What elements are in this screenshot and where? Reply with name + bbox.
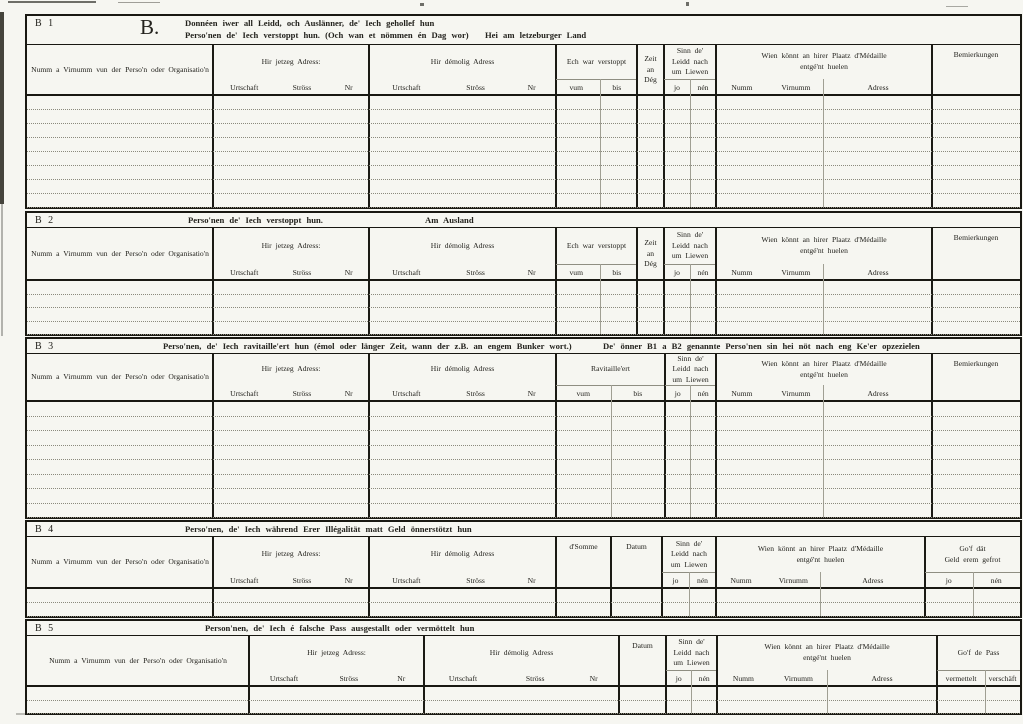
col-demolig-adress-sub: Urtschaft	[392, 388, 421, 398]
col-jetzeg-adress-sub: Urtschaft	[269, 673, 299, 683]
section-title: Perso'nen de' Iech verstoppt hun.	[188, 215, 323, 225]
col-sinn-liewen-header	[662, 537, 716, 572]
col-sinn-liewen-sub: nén	[697, 388, 709, 398]
col-medaille-sub: Adress	[867, 82, 889, 92]
col-medaille-sub: Numm	[731, 388, 753, 398]
col-sinn-liewen-header-line: Sinn de'	[676, 230, 704, 240]
entry-row	[27, 701, 1020, 715]
col-medaille-sub: Virnumm	[781, 388, 811, 398]
section-title-line2: Perso'nen de' Iech verstoppt hun. (Och wan et nömmen én Dag wor)	[185, 30, 469, 40]
section-title: Perso'nen, de' Iech während Erer Illégalität matt Geld önnerstötzt hun	[185, 524, 472, 534]
col-demolig-adress-sub: Urtschaft	[392, 575, 421, 585]
col-medaille-header-line: entgé'nt huelen	[800, 62, 848, 71]
entry-row	[27, 489, 1020, 504]
col-demolig-adress-sub: Ströss	[466, 388, 485, 398]
col-medaille-header-line: Wien könnt an hirer Plaatz d'Médaille	[757, 543, 884, 553]
col-medaille-header	[716, 45, 932, 79]
header-subrow	[369, 264, 556, 280]
col-medaille-sub: Adress	[867, 267, 889, 277]
scan-artifact	[946, 6, 968, 7]
entry-row	[27, 446, 1020, 461]
col-bemierkungen-header-text: Bemierkungen	[953, 50, 999, 59]
col-sinn-liewen-header-line: um Liewen	[672, 374, 709, 384]
header-subrow	[556, 264, 637, 280]
col-geld-erem-gefrot-sub: nén	[990, 575, 1002, 585]
col-verstoppt-header-text: Ech war verstoppt	[566, 240, 627, 250]
col-jetzeg-adress-header-text: Hir jetzeg Adress:	[261, 549, 321, 559]
col-jetzeg-adress-sub: Ströss	[292, 575, 312, 585]
col-verstoppt-sub: bis	[612, 82, 622, 92]
col-numm-header	[27, 354, 213, 401]
col-demolig-adress-header	[369, 537, 556, 572]
col-numm-header-text: Numm a Virnumm vun der Perso'n oder Organisatio'n	[31, 372, 209, 382]
col-demolig-adress-sub: Nr	[589, 673, 598, 683]
entry-row	[27, 110, 1020, 124]
col-sinn-liewen-header	[665, 354, 716, 385]
section-grid	[27, 636, 1020, 713]
entry-row	[27, 417, 1020, 432]
col-jetzeg-adress-sub: Nr	[344, 267, 353, 277]
section-title: Perso'nen, de' Iech ravitaille'ert hun (émol oder länger Zeit, wann der z.B. an engem Bunker wort.)	[163, 341, 572, 351]
col-zeit-an-deg-header-line: Dég	[644, 259, 657, 269]
col-medaille-sub: Numm	[730, 575, 752, 585]
form-section-b3	[25, 337, 1022, 519]
col-bemierkungen-header	[932, 45, 1020, 95]
col-demolig-adress-sub: Ströss	[466, 82, 485, 92]
col-verstoppt-sub: bis	[612, 267, 622, 277]
col-jetzeg-adress-header	[249, 636, 424, 670]
section-title-row	[27, 522, 1020, 537]
header-subrow	[213, 264, 369, 280]
col-sinn-liewen-header-line: Leidd nach	[673, 647, 710, 657]
col-medaille-sub: Virnumm	[783, 673, 813, 683]
col-medaille-header-line: Wien könnt an hirer Plaatz d'Médaille	[761, 235, 887, 245]
col-zeit-an-deg-header	[637, 228, 664, 280]
section-title-row	[27, 339, 1020, 354]
col-medaille-header-line: entgé'nt huelen	[796, 554, 845, 564]
col-sinn-liewen-sub: nén	[698, 673, 710, 683]
col-verstoppt-sub: vum	[569, 267, 583, 277]
col-numm-header-text: Numm a Virnumm vun der Perso'n oder Organisatio'n	[31, 248, 209, 258]
scan-artifact	[1, 204, 3, 336]
col-zeit-an-deg-header-line: an	[646, 64, 655, 74]
section-title-row	[27, 621, 1020, 636]
col-sinn-liewen-header-line: Sinn de'	[675, 538, 703, 548]
col-verstoppt-header	[556, 228, 637, 264]
entry-row	[27, 295, 1020, 309]
col-somme-header	[556, 537, 611, 588]
col-medaille-header-line: Wien könnt an hirer Plaatz d'Médaille	[764, 642, 890, 652]
col-medaille-header	[716, 354, 932, 385]
col-medaille-sub: Virnumm	[778, 575, 808, 585]
entry-row	[27, 504, 1020, 519]
col-sinn-liewen-header-line: Sinn de'	[678, 637, 705, 647]
col-ravitailleert-sub: vum	[576, 388, 590, 398]
col-sinn-liewen-sub: nén	[697, 267, 709, 277]
section-grid	[27, 45, 1020, 207]
header-subrow	[716, 264, 932, 280]
col-medaille-header-line: entgé'nt huelen	[803, 653, 851, 662]
col-jetzeg-adress-header	[213, 228, 369, 264]
col-demolig-adress-header-text: Hir démolig Adress	[430, 56, 495, 66]
col-medaille-header	[717, 636, 937, 670]
col-numm-header	[27, 636, 249, 686]
entry-row	[27, 687, 1020, 701]
col-sinn-liewen-header-line: Sinn de'	[677, 353, 704, 363]
col-demolig-adress-header-text: Hir démolig Adress	[430, 549, 495, 559]
scan-artifact	[0, 12, 4, 204]
col-verstoppt-sub: vum	[569, 82, 583, 92]
col-medaille-sub: Virnumm	[781, 267, 811, 277]
col-medaille-sub: Numm	[731, 82, 753, 92]
section-title-row	[27, 213, 1020, 228]
col-sinn-liewen-header	[664, 45, 716, 79]
section-grid	[27, 537, 1020, 616]
col-jetzeg-adress-sub: Urtschaft	[230, 388, 259, 398]
col-sinn-liewen-header-line: Leidd nach	[671, 549, 707, 559]
section-title-suffix: Hei am letzeburger Land	[485, 30, 587, 40]
col-sinn-liewen-header-line: Leidd nach	[672, 240, 708, 250]
entry-row	[27, 402, 1020, 417]
col-sinn-liewen-header	[664, 228, 716, 264]
col-jetzeg-adress-sub: Ströss	[292, 267, 312, 277]
col-sinn-liewen-header-line: um Liewen	[671, 67, 709, 77]
entry-row	[27, 603, 1020, 617]
entry-row	[27, 431, 1020, 446]
col-zeit-an-deg-header-line: Zeit	[644, 54, 657, 64]
col-gof-de-pass-header	[937, 636, 1020, 670]
section-body	[27, 96, 1020, 208]
col-medaille-header	[716, 228, 932, 264]
col-jetzeg-adress-header-text: Hir jetzeg Adress:	[307, 647, 366, 657]
form-section-b5	[25, 619, 1022, 715]
entry-row	[27, 194, 1020, 208]
col-jetzeg-adress-sub: Urtschaft	[230, 575, 259, 585]
col-demolig-adress-sub: Nr	[527, 575, 536, 585]
col-sinn-liewen-header-line: um Liewen	[670, 559, 708, 569]
section-title: Person'nen, de' Iech é falsche Pass ausgestallt oder vermöttelt hun	[205, 623, 475, 633]
section-label: B 2	[35, 215, 56, 226]
col-medaille-header-line: entgé'nt huelen	[800, 369, 848, 379]
col-jetzeg-adress-sub: Nr	[344, 575, 353, 585]
section-body	[27, 281, 1020, 335]
col-zeit-an-deg-header-line: Dég	[644, 75, 657, 85]
section-label: B 3	[35, 341, 56, 352]
col-numm-header	[27, 537, 213, 588]
section-body	[27, 589, 1020, 617]
entry-row	[27, 152, 1020, 166]
col-medaille-header-line: Wien könnt an hirer Plaatz d'Médaille	[761, 358, 887, 368]
col-jetzeg-adress-header	[213, 354, 369, 385]
col-jetzeg-adress-header	[213, 537, 369, 572]
col-sinn-liewen-header-line: Sinn de'	[676, 46, 704, 56]
col-demolig-adress-sub: Nr	[527, 267, 536, 277]
col-medaille-sub: Adress	[862, 575, 884, 585]
section-title: Donnéen iwer all Leidd, och Auslänner, de' Iech gehollef hun	[185, 18, 435, 28]
col-sinn-liewen-sub: nén	[697, 575, 708, 585]
entry-row	[27, 589, 1020, 603]
section-body	[27, 687, 1020, 714]
col-demolig-adress-header	[424, 636, 619, 670]
col-sinn-liewen-header-line: Leidd nach	[672, 364, 709, 374]
entry-row	[27, 475, 1020, 490]
header-subrow	[249, 670, 424, 686]
col-medaille-sub: Adress	[871, 673, 893, 683]
col-medaille-sub: Virnumm	[781, 82, 811, 92]
col-verstoppt-header-text: Ech war verstoppt	[566, 56, 627, 66]
col-jetzeg-adress-sub: Nr	[344, 82, 353, 92]
section-grid	[27, 228, 1020, 334]
col-geld-erem-gefrot-sub: jo	[945, 575, 952, 585]
col-medaille-header-line: Wien könnt an hirer Plaatz d'Médaille	[761, 51, 887, 61]
col-ravitailleert-sub: bis	[633, 388, 643, 398]
col-geld-erem-gefrot-header-line: Geld erem gefrot	[944, 554, 1001, 564]
col-jetzeg-adress-sub: Ströss	[292, 388, 312, 398]
col-demolig-adress-sub: Urtschaft	[392, 267, 421, 277]
col-demolig-adress-sub: Ströss	[466, 267, 485, 277]
col-demolig-adress-header	[369, 354, 556, 385]
col-numm-header-text: Numm a Virnumm vun der Perso'n oder Organisatio'n	[31, 557, 209, 567]
form-section-b4	[25, 520, 1022, 618]
col-somme-header-text: d'Somme	[569, 542, 598, 551]
col-sinn-liewen-header-line: um Liewen	[671, 251, 709, 261]
col-medaille-sub: Numm	[731, 267, 753, 277]
section-title-row	[27, 16, 1020, 45]
col-sinn-liewen-header-line: Leidd nach	[672, 56, 708, 66]
col-sinn-liewen-header	[666, 636, 717, 670]
entry-row	[27, 96, 1020, 110]
col-jetzeg-adress-sub: Urtschaft	[230, 267, 259, 277]
entry-row	[27, 124, 1020, 138]
col-sinn-liewen-sub: jo	[674, 267, 680, 277]
col-demolig-adress-sub: Ströss	[466, 575, 485, 585]
col-demolig-adress-header	[369, 228, 556, 264]
header-subrow	[213, 572, 369, 588]
section-label: B 1	[35, 18, 56, 29]
col-sinn-liewen-header-line: um Liewen	[673, 658, 710, 668]
form-section-b1	[25, 14, 1022, 209]
col-demolig-adress-sub: Nr	[527, 82, 536, 92]
col-bemierkungen-header	[932, 228, 1020, 280]
col-jetzeg-adress-header-text: Hir jetzeg Adress:	[261, 56, 321, 66]
col-jetzeg-adress-sub: Ströss	[339, 673, 359, 683]
header-subrow	[716, 385, 932, 401]
header-subrow	[369, 385, 556, 401]
col-bemierkungen-header-text: Bemierkungen	[953, 359, 999, 368]
col-demolig-adress-header-text: Hir démolig Adress	[430, 364, 495, 374]
col-verstoppt-header	[556, 45, 637, 79]
entry-row	[27, 281, 1020, 295]
section-label: B 5	[35, 623, 56, 634]
col-gof-de-pass-header-text: Go'f de Pass	[957, 647, 1000, 657]
col-demolig-adress-header	[369, 45, 556, 79]
scan-artifact	[420, 3, 424, 6]
col-geld-erem-gefrot-header-line: Go'f dät	[959, 543, 986, 553]
col-ravitailleert-header-text: Ravitaille'ert	[591, 364, 630, 374]
col-datum-header	[611, 537, 662, 588]
header-subrow	[369, 572, 556, 588]
scan-artifact	[118, 2, 160, 3]
col-numm-header-text: Numm a Virnumm vun der Perso'n oder Organisatio'n	[31, 64, 209, 74]
col-jetzeg-adress-sub: Nr	[344, 388, 353, 398]
col-sinn-liewen-sub: jo	[675, 673, 682, 683]
header-subrow	[424, 670, 619, 686]
col-datum-header-text: Datum	[626, 542, 647, 551]
col-gof-de-pass-sub: verschäft	[988, 673, 1017, 683]
header-subrow	[213, 385, 369, 401]
col-numm-header	[27, 228, 213, 280]
header-subrow	[213, 79, 369, 95]
section-title-suffix: De' önner B1 a B2 genannte Perso'nen sin hei nöt nach eng Ke'er opzezielen	[603, 341, 920, 351]
col-demolig-adress-sub: Ströss	[525, 673, 545, 683]
entry-row	[27, 138, 1020, 152]
section-title-suffix: Am Ausland	[425, 215, 474, 225]
col-zeit-an-deg-header	[637, 45, 664, 95]
col-demolig-adress-sub: Nr	[527, 388, 536, 398]
scan-artifact	[8, 1, 96, 3]
col-medaille-sub: Adress	[867, 388, 889, 398]
section-grid	[27, 354, 1020, 517]
col-demolig-adress-sub: Urtschaft	[448, 673, 478, 683]
section-letter: B.	[140, 15, 160, 39]
col-medaille-sub: Numm	[732, 673, 754, 683]
col-demolig-adress-header-text: Hir démolig Adress	[430, 240, 495, 250]
entry-row	[27, 166, 1020, 180]
col-sinn-liewen-sub: jo	[672, 575, 679, 585]
header-subrow	[369, 79, 556, 95]
col-datum-header	[619, 636, 666, 686]
col-sinn-liewen-sub: nén	[697, 82, 709, 92]
col-geld-erem-gefrot-header	[925, 537, 1020, 572]
scan-artifact	[686, 2, 689, 6]
col-sinn-liewen-sub: jo	[674, 388, 681, 398]
col-numm-header	[27, 45, 213, 95]
col-gof-de-pass-sub: vermettelt	[945, 673, 977, 683]
col-bemierkungen-header	[932, 354, 1020, 401]
section-body	[27, 402, 1020, 518]
col-zeit-an-deg-header-line: Zeit	[644, 238, 657, 248]
entry-row	[27, 180, 1020, 194]
entry-row	[27, 322, 1020, 336]
col-demolig-adress-sub: Urtschaft	[392, 82, 421, 92]
form-section-b2	[25, 211, 1022, 336]
col-zeit-an-deg-header-line: an	[646, 248, 655, 258]
col-datum-header-text: Datum	[632, 641, 653, 650]
col-jetzeg-adress-sub: Nr	[397, 673, 406, 683]
col-jetzeg-adress-header	[213, 45, 369, 79]
header-subrow	[716, 79, 932, 95]
col-medaille-header-line: entgé'nt huelen	[800, 246, 848, 255]
entry-row	[27, 460, 1020, 475]
col-medaille-header	[716, 537, 925, 572]
col-bemierkungen-header-text: Bemierkungen	[953, 233, 999, 242]
section-label: B 4	[35, 524, 56, 535]
header-subrow	[556, 79, 637, 95]
col-sinn-liewen-sub: jo	[674, 82, 680, 92]
col-jetzeg-adress-sub: Ströss	[292, 82, 312, 92]
col-jetzeg-adress-header-text: Hir jetzeg Adress:	[261, 364, 321, 374]
col-jetzeg-adress-sub: Urtschaft	[230, 82, 259, 92]
entry-row	[27, 308, 1020, 322]
col-numm-header-text: Numm a Virnumm vun der Perso'n oder Organisatio'n	[49, 655, 227, 665]
col-jetzeg-adress-header-text: Hir jetzeg Adress:	[261, 240, 321, 250]
header-subrow	[937, 670, 1020, 686]
col-ravitailleert-header	[556, 354, 665, 385]
col-demolig-adress-header-text: Hir démolig Adress	[489, 647, 554, 657]
